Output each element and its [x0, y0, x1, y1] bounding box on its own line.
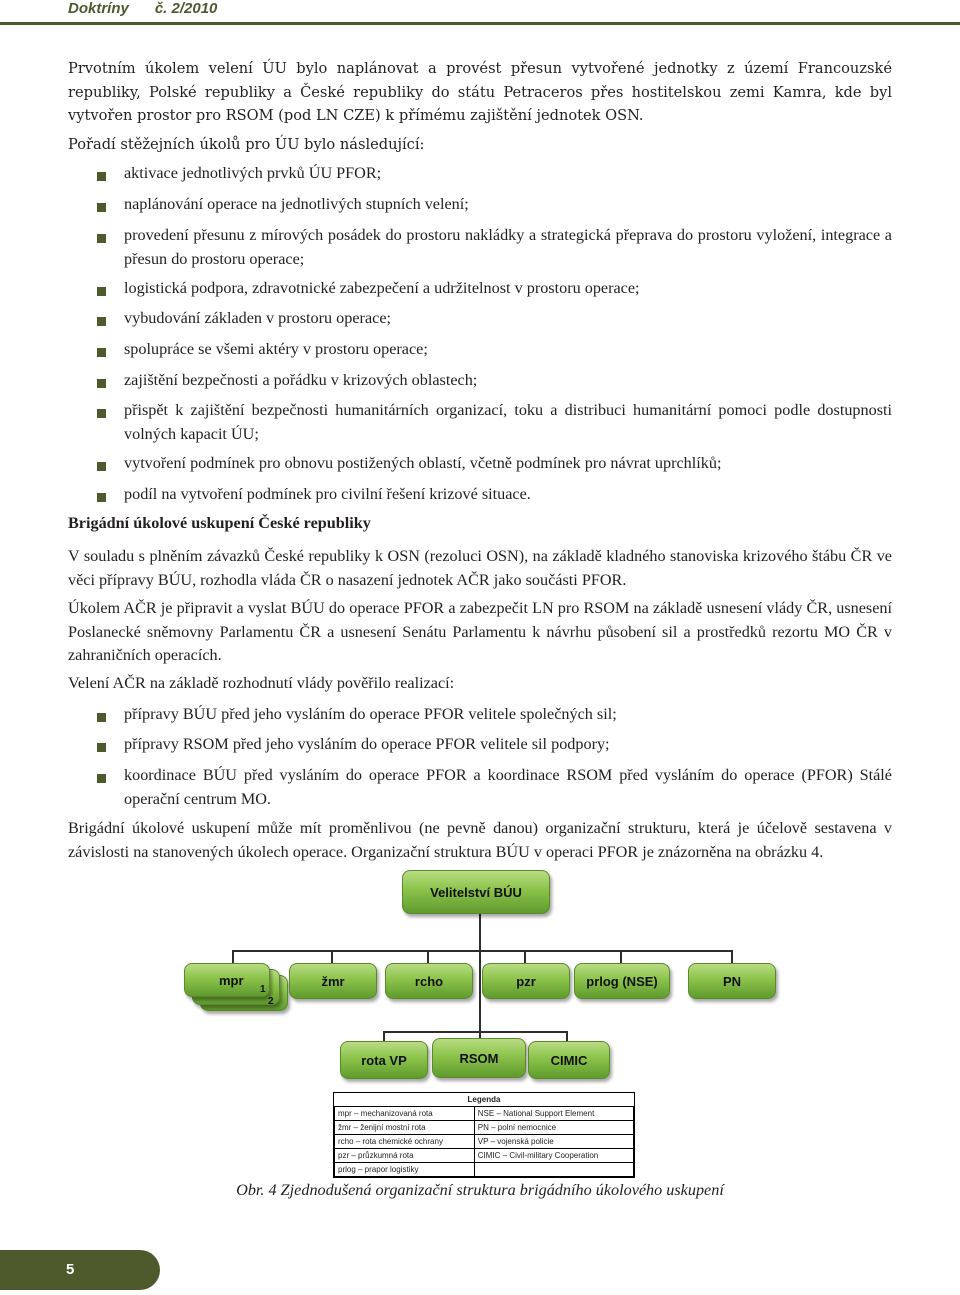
- legend-cell: pzr – průzkumná rota: [335, 1149, 475, 1163]
- issue-number: č. 2/2010: [154, 0, 218, 17]
- mpr-count-1: 1: [260, 984, 266, 995]
- connector-line: [566, 1031, 568, 1041]
- bullet-icon: [97, 743, 106, 752]
- paragraph-intro: Prvotním úkolem velení ÚU bylo naplánovat a provést přesun vytvořené jednotky z území Francouzské republiky, Polské republiky a České republiky do státu Petraceros přes hostitelskou zemi Kamra, kde byl vytvořen prostor pro RSOM (pod LN CZE) k přímému zajištění jednotek OSN.: [68, 60, 892, 124]
- org-box-zmr: žmr: [289, 963, 377, 999]
- bullet-icon: [97, 234, 106, 243]
- page-header: [0, 0, 960, 22]
- paragraph-command: Velení AČR na základě rozhodnutí vlády pověřilo realizací:: [68, 674, 455, 692]
- list-item-text: koordinace BÚU před vysláním do operace PFOR a koordinace RSOM před vysláním do operace (PFOR) Stálé operační centrum MO.: [124, 766, 892, 808]
- bullet-icon: [97, 409, 106, 418]
- connector-line: [524, 950, 526, 964]
- section-heading: Brigádní úkolové uskupení České republiky: [68, 514, 371, 532]
- legend-cell: NSE – National Support Element: [474, 1107, 633, 1121]
- figure-caption: Obr. 4 Zjednodušená organizační struktura brigádního úkolového uskupení: [236, 1181, 724, 1199]
- journal-name: Doktríny: [68, 0, 129, 17]
- bullet-icon: [97, 172, 106, 181]
- connector-line: [731, 950, 733, 964]
- paragraph-structure: Brigádní úkolové uskupení může mít proměnlivou (ne pevně danou) organizační strukturu, která je účelově sestavena v závislosti na stanovených úkolech operace. Organizační struktura BÚU v operaci PFOR je znázorněna na obrázku 4.: [68, 819, 892, 861]
- connector-line: [427, 950, 429, 964]
- list-item-text: zajištění bezpečnosti a pořádku v krizových oblastech;: [124, 371, 478, 389]
- paragraph-tasks-intro: Pořadí stěžejních úkolů pro ÚU bylo následující:: [68, 136, 425, 153]
- bullet-icon: [97, 317, 106, 326]
- org-box-rota-vp: rota VP: [340, 1041, 428, 1079]
- paragraph-task-acr: Úkolem AČR je připravit a vyslat BÚU do operace PFOR a zabezpečit LN pro RSOM na základě usnesení vlády ČR, usnesení Poslanecké sněmovny Parlamentu ČR a usnesení Senátu Parlamentu k návrhu působení sil a prostředků rezortu MO ČR v zahraničních operacích.: [68, 599, 892, 664]
- list-item-text: podíl na vytvoření podmínek pro civilní řešení krizové situace.: [124, 485, 531, 503]
- list-item-text: vytvoření podmínek pro obnovu postižených oblastí, včetně podmínek pro návrat uprchlíků;: [124, 454, 722, 472]
- legend-row: [335, 1135, 634, 1149]
- connector-line: [479, 950, 481, 1040]
- list-item-text: provedení přesunu z mírových posádek do prostoru nakládky a strategická přeprava do prostoru vyložení, integrace a přesun do prostoru operace;: [124, 226, 892, 268]
- org-box-mpr: mpr: [184, 963, 270, 997]
- org-box-rcho: rcho: [385, 963, 473, 999]
- org-box-rsom: RSOM: [432, 1038, 526, 1078]
- org-box-hq: Velitelství BÚU: [402, 870, 550, 914]
- list-item-text: aktivace jednotlivých prvků ÚU PFOR;: [124, 164, 382, 182]
- legend-row: [335, 1163, 634, 1177]
- connector-line: [331, 950, 333, 964]
- org-box-pn: PN: [688, 963, 776, 999]
- list-item-text: přispět k zajištění bezpečnosti humanitárních organizací, toku a distribuci humanitární pomoci podle dostupnosti volných kapacit ÚU;: [124, 401, 892, 443]
- paragraph-resolution: V souladu s plněním závazků České republiky k OSN (rezoluci OSN), na základě kladného stanoviska krizového štábu ČR ve věci přípravy BÚU, rozhodla vláda ČR o nasazení jednotek AČR jako součásti PFOR.: [68, 547, 892, 589]
- list-item-text: spolupráce se všemi aktéry v prostoru operace;: [124, 340, 428, 358]
- list-item-text: přípravy BÚU před jeho vysláním do operace PFOR velitele společných sil;: [124, 705, 617, 723]
- connector-line: [383, 1031, 568, 1033]
- bullet-icon: [97, 493, 106, 502]
- legend-row: [335, 1149, 634, 1163]
- header-rule: [0, 22, 960, 25]
- org-box-cimic: CIMIC: [528, 1041, 610, 1079]
- legend-row: [335, 1121, 634, 1135]
- connector-line: [479, 912, 481, 950]
- org-box-prlog: prlog (NSE): [574, 963, 670, 999]
- bullet-icon: [97, 379, 106, 388]
- page-number: 5: [66, 1261, 75, 1278]
- bullet-icon: [97, 287, 106, 296]
- list-item-text: přípravy RSOM před jeho vysláním do operace PFOR velitele sil podpory;: [124, 735, 610, 753]
- org-legend: [333, 1092, 635, 1178]
- bullet-icon: [97, 713, 106, 722]
- connector-line: [232, 950, 234, 964]
- legend-cell: VP – vojenská policie: [474, 1135, 633, 1149]
- page-number-tab: [0, 1250, 160, 1290]
- connector-line: [383, 1031, 385, 1041]
- legend-cell: žmr – ženijní mostní rota: [335, 1121, 475, 1135]
- bullet-icon: [97, 774, 106, 783]
- legend-cell: CIMIC – Civil-military Cooperation: [474, 1149, 633, 1163]
- legend-cell: PN – polní nemocnice: [474, 1121, 633, 1135]
- legend-row: [335, 1107, 634, 1121]
- bullet-icon: [97, 203, 106, 212]
- legend-title: Legenda: [467, 1095, 501, 1104]
- legend-cell: mpr – mechanizovaná rota: [335, 1107, 475, 1121]
- list-item-text: logistická podpora, zdravotnické zabezpečení a udržitelnost v prostoru operace;: [124, 279, 640, 297]
- legend-table: [334, 1106, 634, 1177]
- org-box-pzr: pzr: [482, 963, 570, 999]
- mpr-count-2: 2: [268, 996, 274, 1007]
- legend-cell: [474, 1163, 633, 1177]
- bullet-icon: [97, 348, 106, 357]
- connector-line: [620, 950, 622, 964]
- header-text: [68, 0, 243, 17]
- list-item-text: vybudování základen v prostoru operace;: [124, 309, 391, 327]
- legend-cell: prlog – prapor logistiky: [335, 1163, 475, 1177]
- bullet-icon: [97, 462, 106, 471]
- connector-line: [232, 950, 732, 952]
- legend-cell: rcho – rota chemické ochrany: [335, 1135, 475, 1149]
- list-item-text: naplánování operace na jednotlivých stupních velení;: [124, 195, 469, 213]
